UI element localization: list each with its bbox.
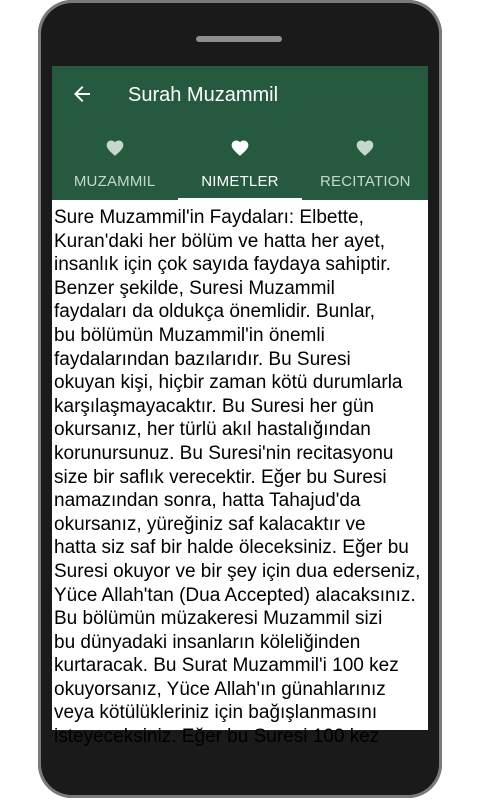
text-line: hatta siz saf bir halde öleceksiniz. Eğer bu [54, 537, 409, 559]
tab-label: MUZAMMIL [73, 173, 156, 190]
device-speaker [196, 36, 282, 42]
app-bar [52, 66, 428, 200]
text-line: bu bölümün Muzammil'in önemli [54, 324, 325, 346]
text-line: isteyeceksiniz. Eğer bu Suresi 100 kez [54, 726, 380, 748]
tab-muzammil[interactable] [52, 130, 177, 200]
text-line: size bir saflık verecektir. Eğer bu Suresi [54, 466, 387, 488]
text-line: okuyorsanız, Yüce Allah'ın günahlarınız [54, 678, 386, 700]
text-line: karşılaşmayacaktır. Bu Suresi her gün [54, 395, 374, 417]
text-line: bu dünyadaki insanların köleliğinden [54, 631, 361, 653]
text-line: kurtaracak. Bu Surat Muzammil'i 100 kez [54, 655, 399, 677]
tab-label: RECITATION [320, 173, 411, 190]
text-line: okuyan kişi, hiçbir zaman kötü durumlarla [54, 372, 403, 394]
heart-icon [105, 138, 125, 158]
text-line: Yüce Allah'tan (Dua Accepted) alacaksınız. [54, 584, 416, 606]
text-line: Sure Muzammil'in Faydaları: Elbette, [54, 207, 364, 228]
text-line: korunursunuz. Bu Suresi'nin recitasyonu [54, 442, 394, 464]
text-line: insanlık için çok sayıda faydaya sahiptir. [54, 254, 391, 276]
text-line: Suresi okuyor ve bir şey için dua ederseniz, [54, 560, 421, 582]
text-line: Kuran'daki her bölüm ve hatta her ayet, [54, 230, 386, 252]
text-line: Bu bölümün müzakeresi Muzammil sizi [54, 608, 383, 630]
text-line: faydaları da oldukça önemlidir. Bunlar, [54, 301, 376, 323]
heart-icon [230, 138, 250, 158]
app-screen [52, 66, 428, 748]
active-tab-indicator [178, 198, 302, 201]
arrow-left-icon[interactable] [70, 82, 94, 106]
heart-icon [355, 138, 375, 158]
tab-bar [52, 130, 428, 200]
text-line: faydalarından bazılarıdır. Bu Suresi [54, 348, 351, 370]
text-line: Benzer şekilde, Suresi Muzammil [54, 277, 335, 299]
device-frame [38, 0, 442, 798]
text-line: veya kötülükleriniz için bağışlanmasını [54, 702, 378, 724]
benefits-text [54, 206, 428, 749]
tab-recitation[interactable] [303, 130, 428, 200]
tab-nimetler[interactable] [177, 130, 302, 200]
text-line: namazından sonra, hatta Tahajud'da [54, 490, 361, 512]
page-title: Surah Muzammil [128, 84, 279, 106]
text-line: okursanız, her türlü akıl hastalığından [54, 419, 371, 441]
tab-label: NIMETLER [201, 173, 279, 190]
text-line: okursanız, yüreğiniz saf kalacaktır ve [54, 513, 366, 535]
